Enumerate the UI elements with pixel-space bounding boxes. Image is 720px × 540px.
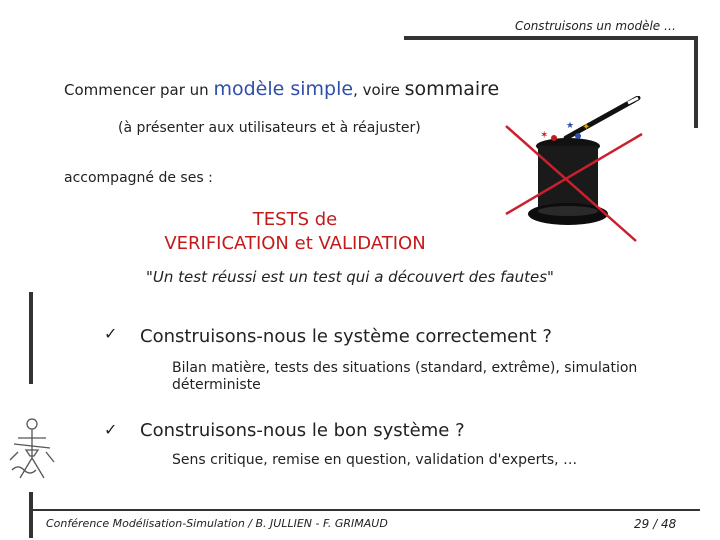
tests-heading bbox=[140, 208, 450, 256]
svg-text:★: ★ bbox=[566, 121, 575, 131]
detail-2: Sens critique, remise en question, validation d'experts, … bbox=[172, 452, 578, 468]
magic-wand-icon bbox=[566, 98, 638, 138]
right-rule bbox=[694, 36, 698, 128]
svg-text:✦: ✦ bbox=[582, 122, 591, 133]
page-number: 29 / 48 bbox=[634, 517, 677, 531]
quote-text: "Un test réussi est un test qui a découvert des fautes" bbox=[146, 268, 554, 286]
check-icon: ✓ bbox=[104, 324, 118, 343]
footer-rule bbox=[33, 509, 700, 511]
intro-prefix: Commencer par un bbox=[64, 81, 214, 99]
tests-line-1: TESTS de bbox=[252, 209, 338, 230]
left-rule bbox=[29, 292, 33, 384]
intro-middle: , voire bbox=[353, 81, 405, 99]
question-2: Construisons-nous le bon système ? bbox=[140, 420, 465, 441]
intro-term-sommaire: sommaire bbox=[404, 78, 500, 100]
check-icon: ✓ bbox=[104, 420, 118, 439]
intro-line bbox=[64, 78, 499, 100]
detail-1: Bilan matière, tests des situations (standard, extrême), simulation déterministe bbox=[172, 360, 638, 393]
top-rule bbox=[404, 36, 698, 40]
decorative-figure-icon bbox=[4, 414, 60, 486]
question-1: Construisons-nous le système correctement ? bbox=[140, 326, 552, 347]
header-title: Construisons un modèle … bbox=[514, 19, 676, 33]
bottom-left-rule bbox=[29, 492, 33, 538]
footer-credit: Conférence Modélisation-Simulation / B. JULLIEN - F. GRIMAUD bbox=[46, 517, 388, 530]
intro-accompanied: accompagné de ses : bbox=[64, 170, 213, 186]
intro-note: (à présenter aux utilisateurs et à réajuster) bbox=[118, 120, 421, 136]
magic-hat-icon bbox=[496, 96, 646, 246]
tests-line-2: VERIFICATION et VALIDATION bbox=[164, 233, 426, 254]
svg-text:✶: ✶ bbox=[540, 130, 549, 141]
intro-term-simple: modèle simple bbox=[213, 78, 354, 100]
